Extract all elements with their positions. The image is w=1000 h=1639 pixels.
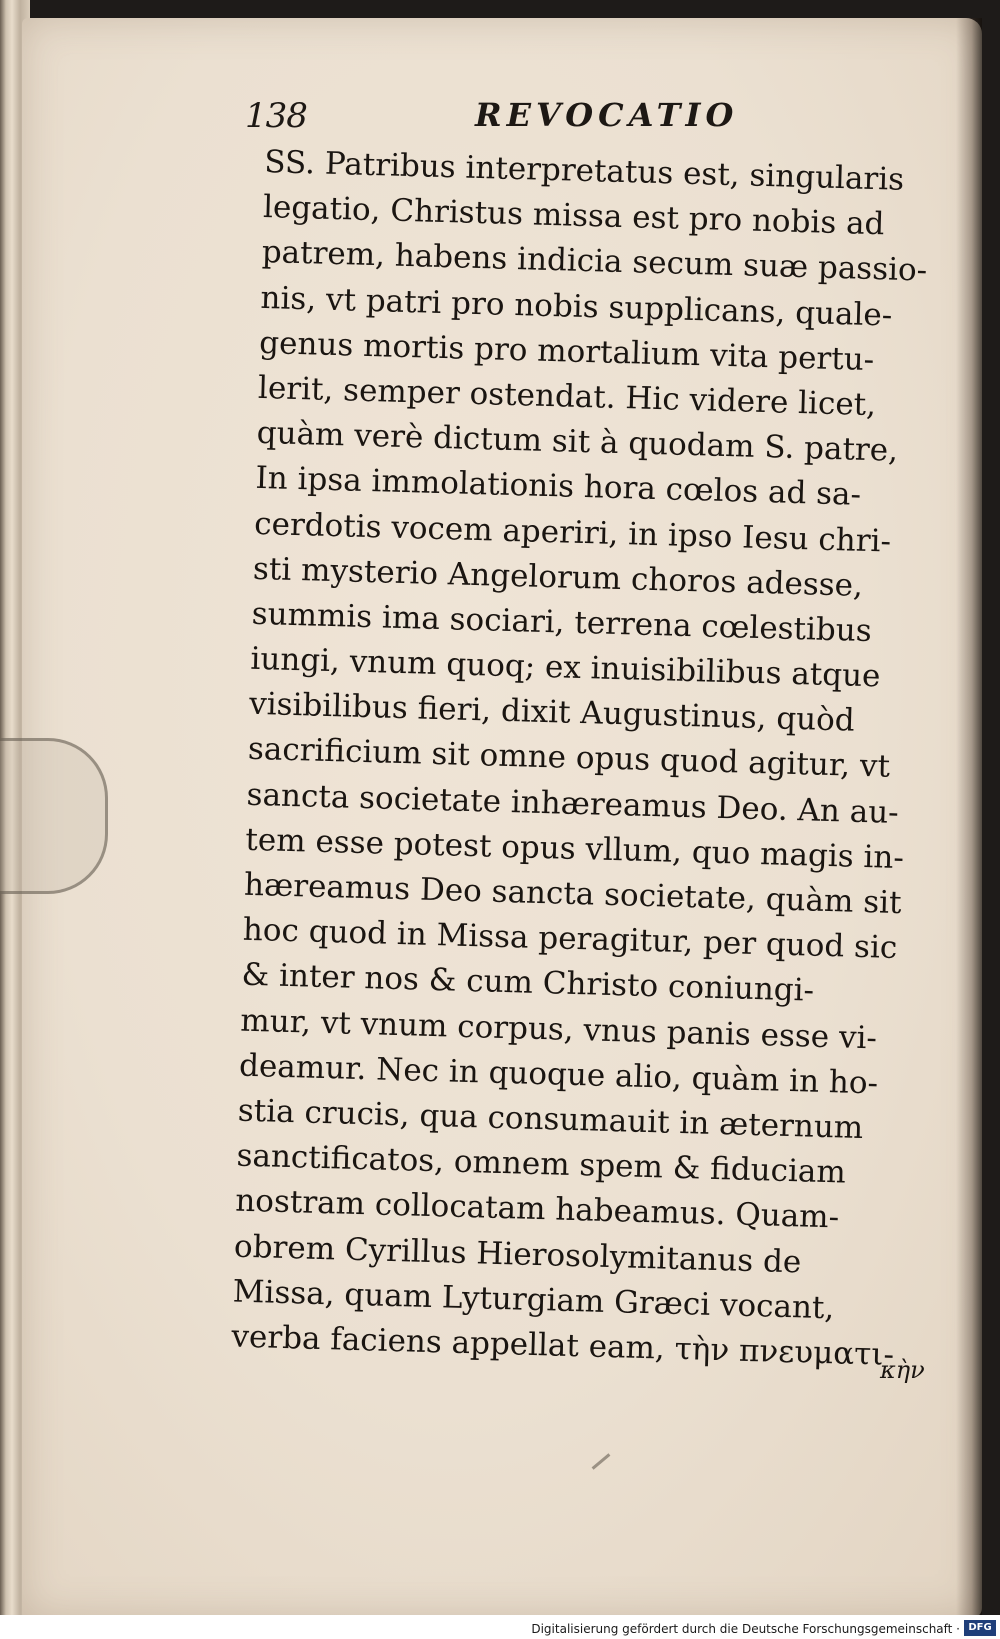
text-line: SS. Patribus interpretatus est, singularis xyxy=(263,143,905,198)
text-line: Missa, quam Lyturgiam Græci vocant, xyxy=(232,1273,835,1327)
text-line: sacrificium sit omne opus quod agitur, vt xyxy=(247,731,891,786)
text-line: obrem Cyrillus Hierosolymitanus de xyxy=(233,1228,802,1280)
text-line: In ipsa immolationis hora cœlos ad sa- xyxy=(255,460,862,514)
text-line: legatio, Christus missa est pro nobis ad xyxy=(262,189,885,243)
text-line: mur, vt vnum corpus, vnus panis esse vi- xyxy=(239,1002,878,1056)
dfg-logo: DFG xyxy=(964,1620,996,1636)
text-line: iungi, vnum quoq; ex inuisibilibus atque xyxy=(250,640,881,695)
text-line: & inter nos & cum Christo coniungi- xyxy=(241,957,815,1010)
text-line: hoc quod in Missa peragitur, per quod sic xyxy=(242,911,898,967)
text-line: sancta societate inhæreamus Deo. An au- xyxy=(246,776,900,831)
clasp-outline xyxy=(0,738,108,894)
funding-credit: Digitalisierung gefördert durch die Deutsche Forschungsgemeinschaft · xyxy=(531,1622,960,1636)
text-line: deamur. Nec in quoque alio, quàm in ho- xyxy=(238,1047,879,1102)
text-line: nostram collocatam habeamus. Quam- xyxy=(234,1182,840,1236)
page-gutter-shadow xyxy=(956,18,982,1618)
text-line: genus mortis pro mortalium vita pertu- xyxy=(258,324,875,378)
text-line: visibilibus fieri, dixit Augustinus, quòd xyxy=(248,686,856,739)
text-line: hæreamus Deo sancta societate, quàm sit xyxy=(243,866,903,922)
text-line: tem esse potest opus vllum, quo magis in- xyxy=(244,821,905,876)
catchword: κὴν xyxy=(880,1356,925,1384)
body-text xyxy=(231,140,955,1379)
text-line: nis, vt patri pro nobis supplicans, quale- xyxy=(260,279,893,334)
text-line: stia crucis, qua consumauit in æternum xyxy=(237,1092,864,1147)
text-line: lerit, semper ostendat. Hic videre licet, xyxy=(257,369,877,424)
digitization-footer xyxy=(0,1615,1000,1639)
page-header xyxy=(245,96,745,136)
text-line: patrem, habens indicia secum suæ passio- xyxy=(261,234,928,289)
running-head: REVOCATIO xyxy=(475,96,739,134)
text-line: verba faciens appellat eam, τὴν πνευματι- xyxy=(231,1318,895,1373)
text-line: quàm verè dictum sit à quodam S. patre, xyxy=(256,415,899,469)
text-line: summis ima sociari, terrena cœlestibus xyxy=(251,595,873,649)
page-number: 138 xyxy=(245,96,307,136)
text-line: cerdotis vocem aperiri, in ipso Iesu chri- xyxy=(253,505,892,560)
text-line: sti mysterio Angelorum choros adesse, xyxy=(252,550,864,604)
text-line: sanctificatos, omnem spem & fiduciam xyxy=(236,1137,847,1191)
